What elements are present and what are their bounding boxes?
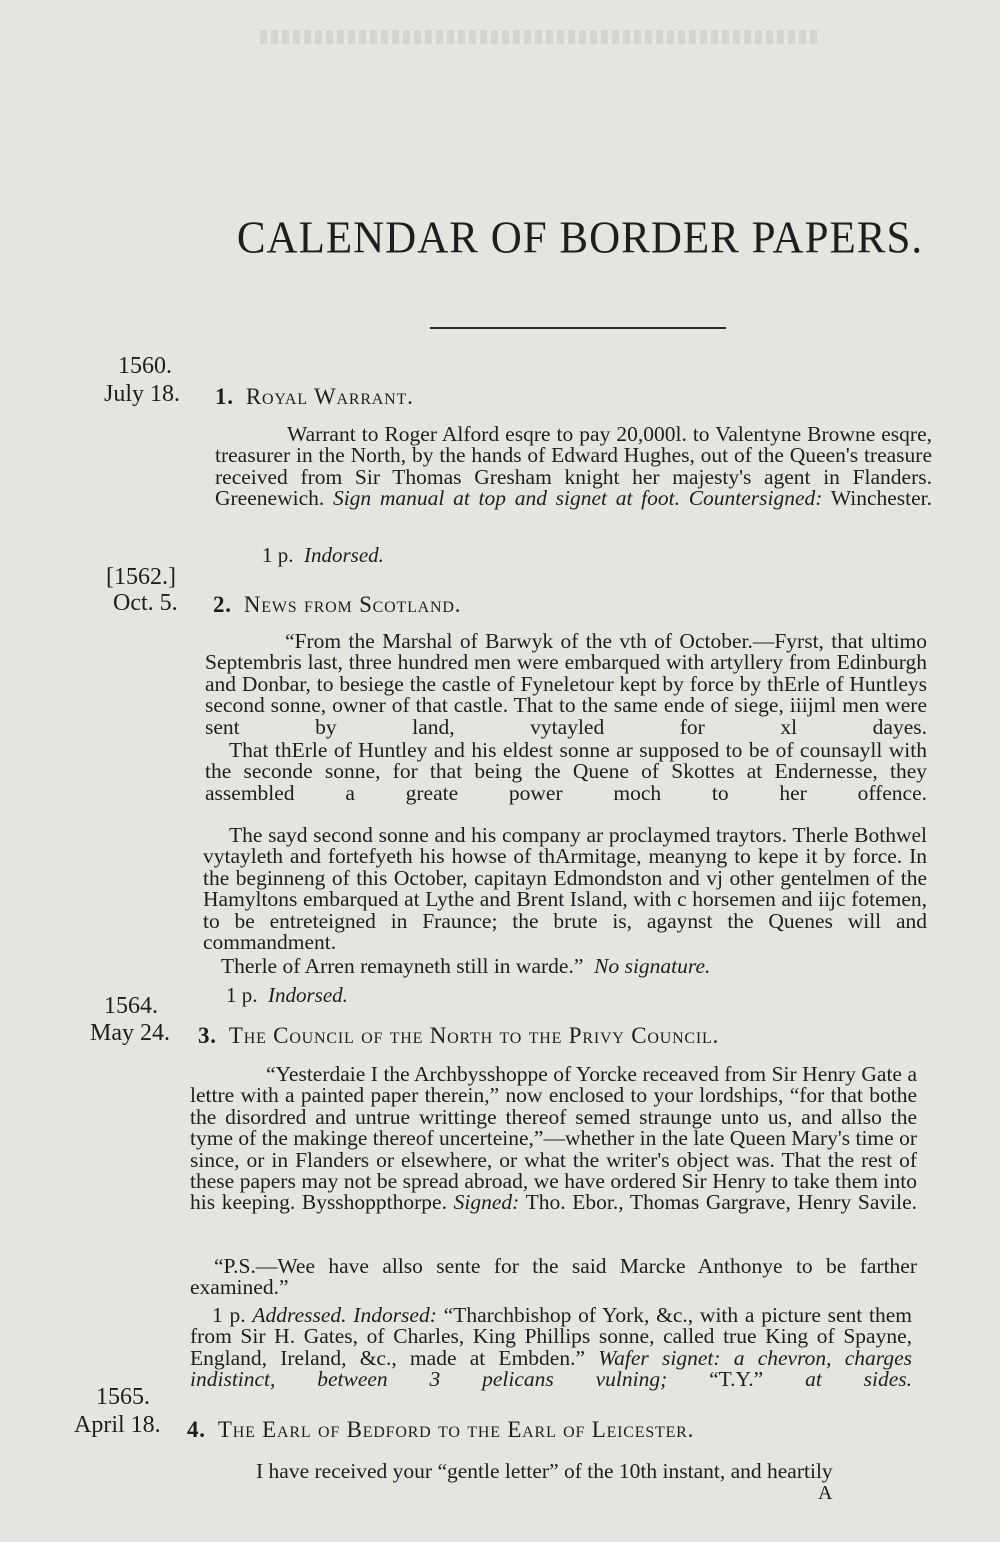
entry-3-at-sides: at sides. bbox=[805, 1367, 912, 1392]
entry-4-number: 4. bbox=[187, 1417, 206, 1442]
entry-2-paragraph-3: The sayd second sonne and his company ar proclaymed traytors. Therle Bothwel vytayleth and fortefyeth his howse of thArmitage, meanyng to kepe it by force. In the beginneng of this October, capitayn Edmondston and vj other gentelmen of the Hamyltons embarqued at Lythe and Brent Island, with c horsemen and iijc fotemen, to be entreteigned in Fraunce; the brute is, agaynst the Quenes will and commandment. bbox=[203, 823, 927, 955]
entry-1-paragraph bbox=[215, 424, 932, 510]
entry-3-signed-value: Tho. Ebor., Thomas Gargrave, Henry Savile. bbox=[525, 1190, 917, 1215]
entry-3-wafer-signet: Wafer signet: a chevron, charges indistinct, between 3 pelicans vulning; bbox=[190, 1345, 912, 1392]
entry-2-heading bbox=[213, 593, 461, 617]
entry-3-indorsed-label: Indorsed: bbox=[353, 1303, 437, 1327]
entry-3-note bbox=[190, 1305, 912, 1391]
entry-3-addressed: Addressed. bbox=[252, 1303, 347, 1327]
entry-4-paragraph: I have received your “gentle letter” of the 10th instant, and heartily bbox=[256, 1459, 833, 1483]
entry-3-number: 3. bbox=[198, 1023, 217, 1048]
entry-1-year: 1560. bbox=[118, 353, 172, 379]
entry-4-title: The Earl of Bedford to the Earl of Leicester. bbox=[217, 1417, 695, 1442]
entry-1-countersigned-label: Countersigned: bbox=[688, 486, 823, 511]
entry-4-date: April 18. bbox=[74, 1412, 161, 1438]
entry-2-paragraph-4 bbox=[221, 955, 710, 977]
bleed-through-texture bbox=[260, 30, 820, 44]
entry-3-title: The Council of the North to the Privy Council. bbox=[228, 1023, 720, 1048]
entry-1-countersigned-value: Winchester. bbox=[830, 486, 933, 511]
entry-1-note bbox=[262, 544, 384, 566]
entry-2-number: 2. bbox=[213, 592, 232, 617]
entry-2-closing-text: Therle of Arren remayneth still in warde.” bbox=[221, 954, 584, 978]
entry-3-date: May 24. bbox=[90, 1020, 170, 1046]
entry-3-initials: “T.Y.” bbox=[709, 1367, 764, 1392]
page-title: CALENDAR OF BORDER PAPERS. bbox=[236, 213, 924, 264]
entry-4-year: 1565. bbox=[96, 1384, 150, 1410]
entry-3-pages: 1 p. bbox=[212, 1303, 246, 1327]
entry-3-paragraph-1 bbox=[190, 1064, 917, 1214]
entry-3-text: “Yesterdaie I the Archbysshoppe of Yorcke receaved from Sir Henry Gate a lettre with a painted paper therein,” now enclosed to your lordships, “for that bothe the disordred and untrue writtinge thereof semed straunge unto us, and allso the tyme of the makinge thereof uncerteine,”—whether in the late Queen Mary's time or since, or in Flanders or elsewhere, or what the writer's object was. That the rest of these papers may not be spread abroad, we have ordered Sir Henry to take them into his keeping. Bysshoppthorpe. bbox=[190, 1062, 917, 1215]
entry-2-note bbox=[226, 984, 348, 1006]
entry-4-heading bbox=[187, 1418, 694, 1442]
entry-2-no-signature: No signature. bbox=[594, 954, 711, 978]
entry-1-text: Warrant to Roger Alford esqre to pay 20,000l. to Valentyne Browne esqre, treasurer in the North, by the hands of Edward Hughes, out of the Queen's treasure received from Sir Thomas Gresham knight her majesty's agent in Flanders. Greenewich. bbox=[215, 422, 932, 511]
entry-1-sign-manual: Sign manual at top and signet at foot. bbox=[332, 486, 680, 511]
title-rule bbox=[430, 327, 726, 329]
entry-3-heading bbox=[198, 1024, 719, 1048]
entry-1-pages: 1 p. bbox=[262, 543, 294, 567]
entry-2-title: News from Scotland. bbox=[243, 592, 462, 617]
signature-mark: A bbox=[818, 1482, 833, 1504]
entry-1-date: July 18. bbox=[104, 381, 181, 407]
entry-2-indorsed: Indorsed. bbox=[268, 983, 348, 1007]
entry-2-date: Oct. 5. bbox=[113, 590, 178, 616]
entry-1-heading bbox=[215, 385, 414, 409]
entry-1-indorsed: Indorsed. bbox=[304, 543, 384, 567]
entry-3-paragraph-2: “P.S.—Wee have allso sente for the said Marcke Anthonye to be farther examined.” bbox=[190, 1254, 917, 1300]
entry-3-indorsed-text: “Tharchbishop of York, &c., with a picture sent them from Sir H. Gates, of Charles, King Phillips sonne, called true King of Spayne, England, Ireland, &c., made at Embden.” bbox=[190, 1303, 912, 1370]
entry-1-number: 1. bbox=[215, 384, 234, 409]
entry-1-title: Royal Warrant. bbox=[245, 384, 414, 409]
entry-3-year: 1564. bbox=[104, 993, 158, 1019]
entry-3-signed-label: Signed: bbox=[453, 1190, 520, 1215]
entry-2-year: [1562.] bbox=[106, 564, 176, 590]
entry-2-pages: 1 p. bbox=[226, 983, 258, 1007]
entry-2-paragraph-1: “From the Marshal of Barwyk of the vth of October.—Fyrst, that ultimo Septembris last, three hundred men were embarqued with artyllery from Edinburgh and Donbar, to besiege the castle of Fyneletour kept by force by thErle of Huntleys second sonne, owner of that castle. That to the same ende of siege, iiijml men were sent by land, vytayled for xl dayes. bbox=[205, 629, 927, 739]
entry-2-paragraph-2: That thErle of Huntley and his eldest sonne ar supposed to be of counsayll with the seconde sonne, for that being the Quene of Skottes at Endernesse, they assembled a greate power moch to her offence. bbox=[205, 738, 927, 805]
